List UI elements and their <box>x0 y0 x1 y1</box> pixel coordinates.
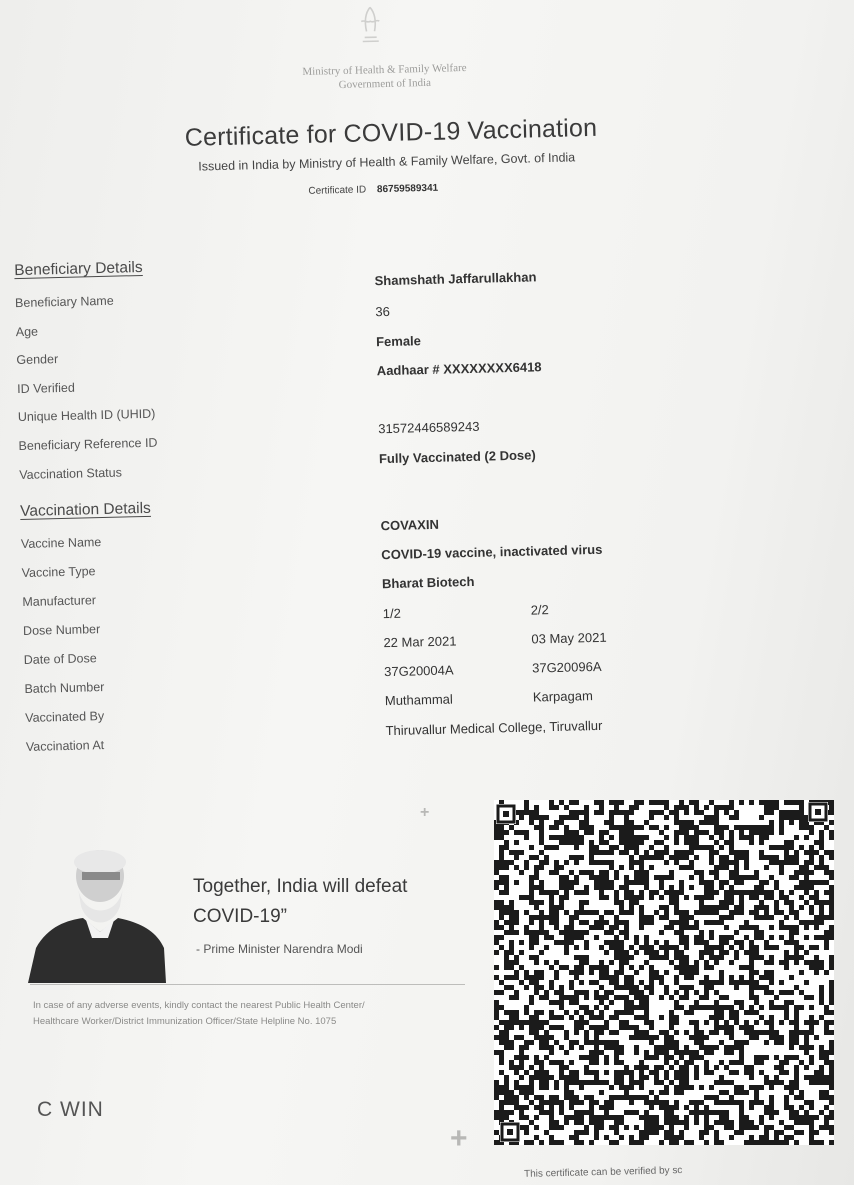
adverse-line-2: Healthcare Worker/District Immunization Officer/State Helpline No. 1075 <box>33 1016 337 1027</box>
dose-1-number: 1/2 <box>382 605 402 622</box>
vaccine-name-label: Vaccine Name <box>20 535 102 552</box>
dose-2-batch: 37G20096A <box>531 658 602 676</box>
manufacturer-value: Bharat Biotech <box>381 573 475 592</box>
quote <box>193 872 407 932</box>
vaccination-status-value: Fully Vaccinated (2 Dose) <box>378 447 536 467</box>
cowin-logo: C WIN <box>37 1098 104 1121</box>
vaccination-at-label: Vaccination At <box>25 738 105 754</box>
verification-note: This certificate can be verified by sc <box>523 1165 683 1180</box>
issued-by-line: Issued in India by Ministry of Health & Family Welfare, Govt. of India <box>198 150 576 174</box>
pm-photo <box>28 848 168 983</box>
age-value: 36 <box>375 303 391 320</box>
ministry-line: Ministry of Health & Family Welfare <box>302 61 467 78</box>
vaccination-status-label: Vaccination Status <box>19 465 123 483</box>
age-label: Age <box>15 324 39 340</box>
ministry-header <box>239 59 530 94</box>
adverse-events-note <box>33 998 365 1030</box>
beneficiary-name-value: Shamshath Jaffarullakhan <box>374 269 537 289</box>
batch-number-label: Batch Number <box>24 680 105 696</box>
manufacturer-label: Manufacturer <box>22 593 97 609</box>
plus-icon: + <box>420 804 430 821</box>
dose-1-vaccinator: Muthammal <box>384 691 453 709</box>
government-line: Government of India <box>338 76 432 92</box>
qr-code-icon[interactable] <box>494 800 834 1145</box>
vaccination-details-heading: Vaccination Details <box>19 499 151 521</box>
beneficiary-name-label: Beneficiary Name <box>14 293 114 311</box>
quote-attribution: - Prime Minister Narendra Modi <box>196 942 363 956</box>
plus-icon: + <box>450 1122 468 1155</box>
dose-2-date: 03 May 2021 <box>531 629 607 647</box>
beneficiary-reference-id-label: Beneficiary Reference ID <box>18 435 158 454</box>
quote-line-1: Together, India will defeat <box>193 876 408 897</box>
certificate-id-label: Certificate ID <box>308 184 367 197</box>
dose-1-batch: 37G20004A <box>383 662 454 680</box>
adverse-line-1: In case of any adverse events, kindly contact the nearest Public Health Center/ <box>33 1000 365 1011</box>
certificate-id-value: 86759589341 <box>376 182 439 196</box>
certificate-title: Certificate for COVID-19 Vaccination <box>184 113 598 152</box>
date-of-dose-label: Date of Dose <box>23 651 97 667</box>
dose-number-label: Dose Number <box>22 622 101 638</box>
dose-2-number: 2/2 <box>530 602 549 618</box>
id-verified-value: Aadhaar # XXXXXXXX6418 <box>376 359 542 379</box>
id-verified-label: ID Verified <box>16 380 75 397</box>
vaccination-at-value: Thiruvallur Medical College, Tiruvallur <box>385 717 603 739</box>
vaccine-type-label: Vaccine Type <box>21 564 96 580</box>
uhid-label: Unique Health ID (UHID) <box>17 406 156 425</box>
gender-value: Female <box>375 333 422 350</box>
certificate-id <box>308 183 438 197</box>
vaccine-name-value: COVAXIN <box>380 516 440 534</box>
footer-divider <box>30 984 465 985</box>
vaccine-type-value: COVID-19 vaccine, inactivated virus <box>381 541 603 563</box>
dose-2-vaccinator: Karpagam <box>532 688 593 705</box>
quote-line-2: COVID-19” <box>193 906 287 927</box>
beneficiary-reference-id-value: 31572446589243 <box>378 418 480 437</box>
gender-label: Gender <box>16 352 59 368</box>
dose-1-date: 22 Mar 2021 <box>383 633 457 651</box>
vaccinated-by-label: Vaccinated By <box>25 709 105 725</box>
national-emblem-icon <box>350 1 391 50</box>
beneficiary-details-heading: Beneficiary Details <box>14 258 143 280</box>
